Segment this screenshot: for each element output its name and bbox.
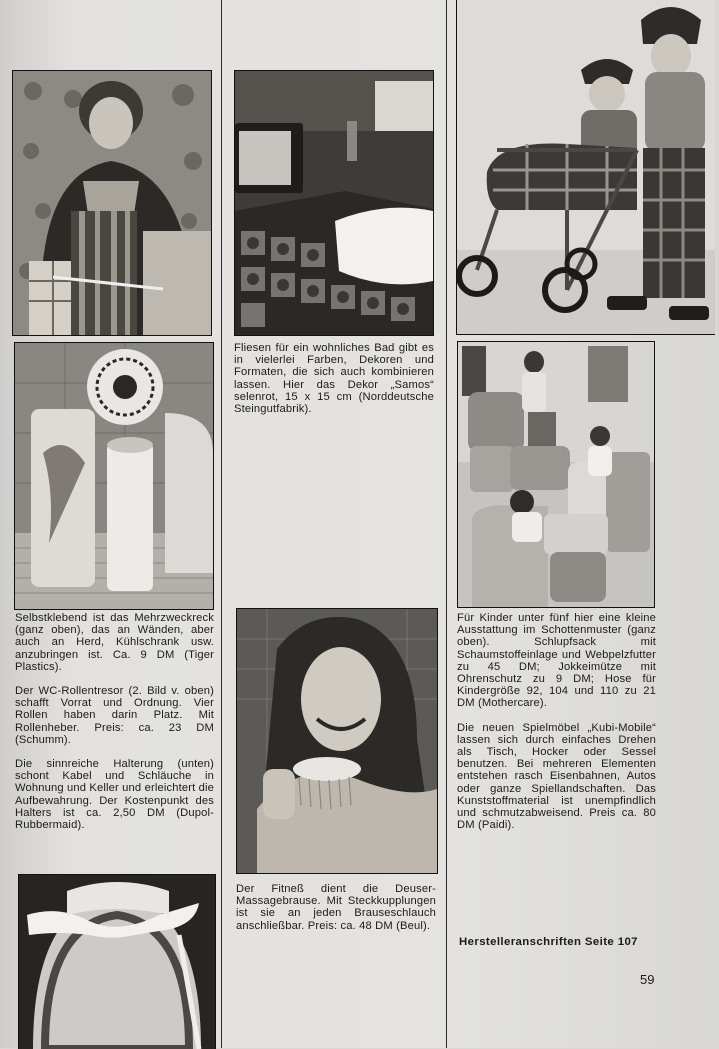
manufacturer-addresses-note: Herstelleranschriften Seite 107	[459, 936, 638, 948]
caption-tiles	[234, 342, 434, 427]
caption-column-right	[457, 612, 656, 843]
caption-column-left	[15, 612, 214, 843]
photo-wc-roll-holder	[14, 342, 214, 610]
photo-massage-shower	[236, 608, 438, 874]
caption-hose-holder: Die sinnreiche Halterung (unten) schont Kabel und Schläuche in Wohnung und Keller und erleichtert die Aufbewahrung. Der Kostenpunkt des Halters ist ca. 2,50 DM (Dupol-Rubbermaid).	[15, 758, 214, 832]
caption-kubi-mobile: Die neuen Spielmöbel „Kubi-Mobile“ lassen sich durch einfaches Drehen als Tisch, Hocker oder Sessel benutzen. Bei mehreren Elementen entstehen rasch Eisenbahnen, Autos oder ganze Spiellandschaften. Das Kunststoffmaterial ist unempfindlich und schmutzabweisend. Preis ca. 80 DM (Paidi).	[457, 721, 656, 832]
caption-wc-roll-holder: Der WC-Rollentresor (2. Bild v. oben) schafft Vorrat und Ordnung. Vier Rollen haben darin Platz. Mit Rollenheber. Preis: ca. 23 DM (Schumm).	[15, 685, 214, 746]
caption-shower-text: Der Fitneß dient die Deuser-Massagebrause. Mit Steckkupplungen ist sie an jeden Brauseschlauch anschließbar. Preis: ca. 48 DM (Beul).	[236, 883, 436, 932]
photo-towel-rack	[12, 70, 212, 336]
caption-tartan-set: Für Kinder unter fünf hier eine kleine Ausstattung im Schottenmuster (ganz oben). Schlupfsack mit Schaumstoffeinlage und Webpelzfutter zu 45 DM; Jokkeimütze mit Ohrenschutz zu 9 DM; Hose für Kindergröße 92, 104 und 110 zu 21 DM (Mothercare).	[457, 612, 656, 710]
column-rule-right	[446, 0, 447, 1048]
column-rule-left	[221, 0, 222, 1048]
photo-hose-holder	[18, 874, 216, 1049]
photo-tartan-stroller	[456, 0, 715, 335]
page-number: 59	[640, 972, 655, 987]
caption-towel-rack: Selbstklebend ist das Mehrzweckreck (ganz oben), das an Wänden, aber auch an Herd, Kühlschrank usw. anzubringen ist. Ca. 9 DM (Tiger Plastics).	[15, 612, 214, 673]
photo-kubi-mobile-furniture	[457, 341, 655, 608]
caption-tiles-text: Fliesen für ein wohnliches Bad gibt es in vielerlei Farben, Dekoren und Formaten, die sich auch kombinieren lassen. Hier das Dekor „Samos“ selenrot, 15 x 15 cm (Norddeutsche Steingutfabrik).	[234, 342, 434, 416]
photo-tiles-samos	[234, 70, 434, 336]
caption-shower	[236, 883, 436, 944]
